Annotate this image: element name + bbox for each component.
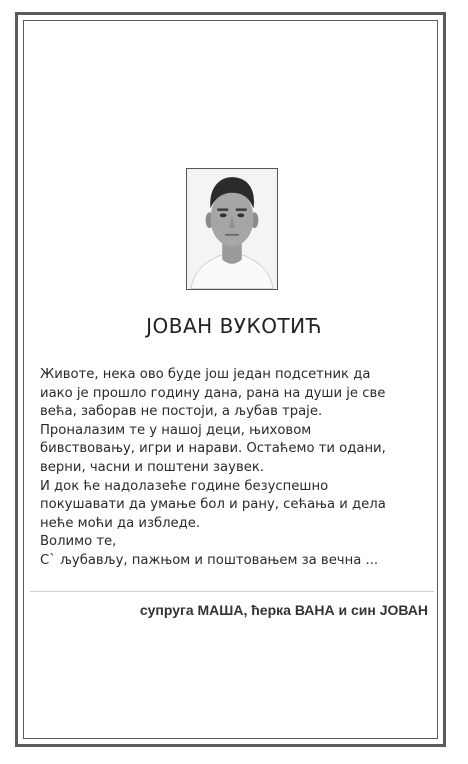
message-line: иако је прошло годину дана, рана на души је све — [40, 385, 386, 401]
message-line: Проналазим те у нашој деци, њиховом — [40, 422, 312, 438]
signature: супруга МАША, ћерка ВАНА и син ЈОВАН — [139, 602, 428, 618]
portrait-photo — [186, 168, 278, 290]
memorial-message — [40, 366, 435, 571]
message-line: неће моћи да избледе. — [40, 515, 201, 531]
message-line: Животе, нека ово буде још један подсетник да — [40, 367, 371, 382]
message-line: већа, заборав не постоји, а љубав траје. — [40, 404, 323, 420]
message-line: С` љубављу, пажњом и поштовањем за вечна ... — [40, 552, 379, 568]
message-line: покушавати да умање бол и рану, сећања и дела — [40, 497, 386, 513]
divider — [30, 591, 434, 592]
message-line: бивствовању, игри и нарави. Остаћемо ти одани, — [40, 441, 386, 457]
message-line: И док ће надолазеће године безуспешно — [40, 478, 329, 494]
message-line: верни, часни и поштени заувек. — [40, 459, 264, 475]
message-line: Волимо те, — [40, 534, 117, 550]
deceased-name: ЈОВАН ВУКОТИЋ — [146, 314, 322, 338]
